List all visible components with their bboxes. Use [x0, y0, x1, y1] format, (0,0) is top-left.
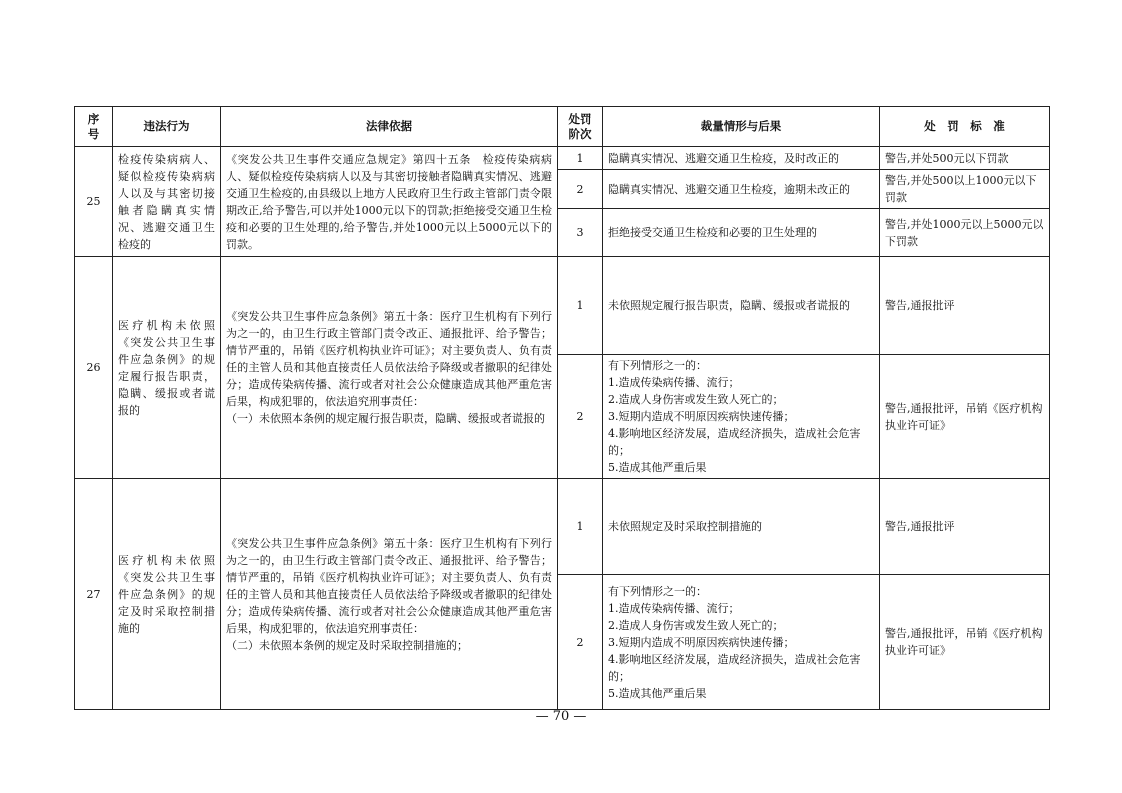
row-law: 《突发公共卫生事件交通应急规定》第四十五条 检疫传染病病人、疑似检疫传染病病人以及与其密切接触者隐瞒真实情况、逃避交通卫生检疫的,由县级以上地方人民政府卫生行政主管部门责令限期改正,给予警告,可以并处1000元以下的罚款;拒绝接受交通卫生检疫和必要的卫生处理的,给予警告,并处1000元以上5000元以下的罚款。: [221, 147, 558, 257]
stage-standard: 警告,并处500元以下罚款: [880, 147, 1050, 170]
stage-standard: 警告,通报批评: [880, 257, 1050, 355]
stage-level: 1: [558, 147, 603, 170]
stage-standard: 警告,并处1000元以上5000元以下罚款: [880, 209, 1050, 257]
stage-level: 1: [558, 257, 603, 355]
stage-circumstance: 未依照规定及时采取控制措施的: [603, 479, 880, 575]
table-row: [75, 479, 1050, 575]
stage-circumstance: 隐瞒真实情况、逃避交通卫生检疫，逾期未改正的: [603, 170, 880, 209]
row-behavior: 医疗机构未依照《突发公共卫生事件应急条例》的规定履行报告职责，隐瞒、缓报或者谎报的: [113, 257, 221, 479]
stage-circumstance: 有下列情形之一的： 1.造成传染病传播、流行； 2.造成人身伤害或发生致人死亡的； 3.短期内造成不明原因疾病快速传播； 4.影响地区经济发展，造成经济损失，造成社会危害的； 5.造成其他严重后果: [603, 355, 880, 479]
stage-standard: 警告,通报批评: [880, 479, 1050, 575]
stage-standard: 警告,通报批评，吊销《医疗机构执业许可证》: [880, 355, 1050, 479]
table-row: [75, 257, 1050, 355]
stage-level: 1: [558, 479, 603, 575]
header-behavior: 违法行为: [113, 107, 221, 147]
table-header-row: [75, 107, 1050, 147]
row-behavior: 检疫传染病病人、疑似检疫传染病病人以及与其密切接触者隐瞒真实情况、逃避交通卫生检疫的: [113, 147, 221, 257]
stage-circumstance: 隐瞒真实情况、逃避交通卫生检疫，及时改正的: [603, 147, 880, 170]
header-law: 法律依据: [221, 107, 558, 147]
header-standard: 处 罚 标 准: [880, 107, 1050, 147]
page-number: — 70 —: [535, 709, 587, 724]
penalty-table: [74, 106, 1050, 710]
header-seq: 序 号: [75, 107, 113, 147]
row-law: 《突发公共卫生事件应急条例》第五十条：医疗卫生机构有下列行为之一的，由卫生行政主管部门责令改正、通报批评、给予警告；情节严重的，吊销《医疗机构执业许可证》；对主要负责人、负有责任的主管人员和其他直接责任人员依法给予降级或者撤职的纪律处分；造成传染病传播、流行或者对社会公众健康造成其他严重危害后果，构成犯罪的，依法追究刑事责任： （一）未依照本条例的规定履行报告职责，隐瞒、缓报或者谎报的: [221, 257, 558, 479]
stage-standard: 警告,通报批评，吊销《医疗机构执业许可证》: [880, 575, 1050, 710]
stage-level: 2: [558, 575, 603, 710]
stage-circumstance: 有下列情形之一的： 1.造成传染病传播、流行； 2.造成人身伤害或发生致人死亡的； 3.短期内造成不明原因疾病快速传播； 4.影响地区经济发展，造成经济损失，造成社会危害的； 5.造成其他严重后果: [603, 575, 880, 710]
stage-level: 3: [558, 209, 603, 257]
stage-standard: 警告,并处500以上1000元以下罚款: [880, 170, 1050, 209]
table-row: [75, 147, 1050, 170]
row-seq: 27: [75, 479, 113, 710]
header-circumstance: 裁量情形与后果: [603, 107, 880, 147]
stage-circumstance: 拒绝接受交通卫生检疫和必要的卫生处理的: [603, 209, 880, 257]
row-seq: 25: [75, 147, 113, 257]
row-behavior: 医疗机构未依照《突发公共卫生事件应急条例》的规定及时采取控制措施的: [113, 479, 221, 710]
row-law: 《突发公共卫生事件应急条例》第五十条：医疗卫生机构有下列行为之一的，由卫生行政主管部门责令改正、通报批评、给予警告；情节严重的，吊销《医疗机构执业许可证》；对主要负责人、负有责任的主管人员和其他直接责任人员依法给予降级或者撤职的纪律处分；造成传染病传播、流行或者对社会公众健康造成其他严重危害后果，构成犯罪的，依法追究刑事责任： （二）未依照本条例的规定及时采取控制措施的；: [221, 479, 558, 710]
stage-level: 2: [558, 170, 603, 209]
header-stage: 处罚 阶次: [558, 107, 603, 147]
stage-level: 2: [558, 355, 603, 479]
row-seq: 26: [75, 257, 113, 479]
stage-circumstance: 未依照规定履行报告职责，隐瞒、缓报或者谎报的: [603, 257, 880, 355]
